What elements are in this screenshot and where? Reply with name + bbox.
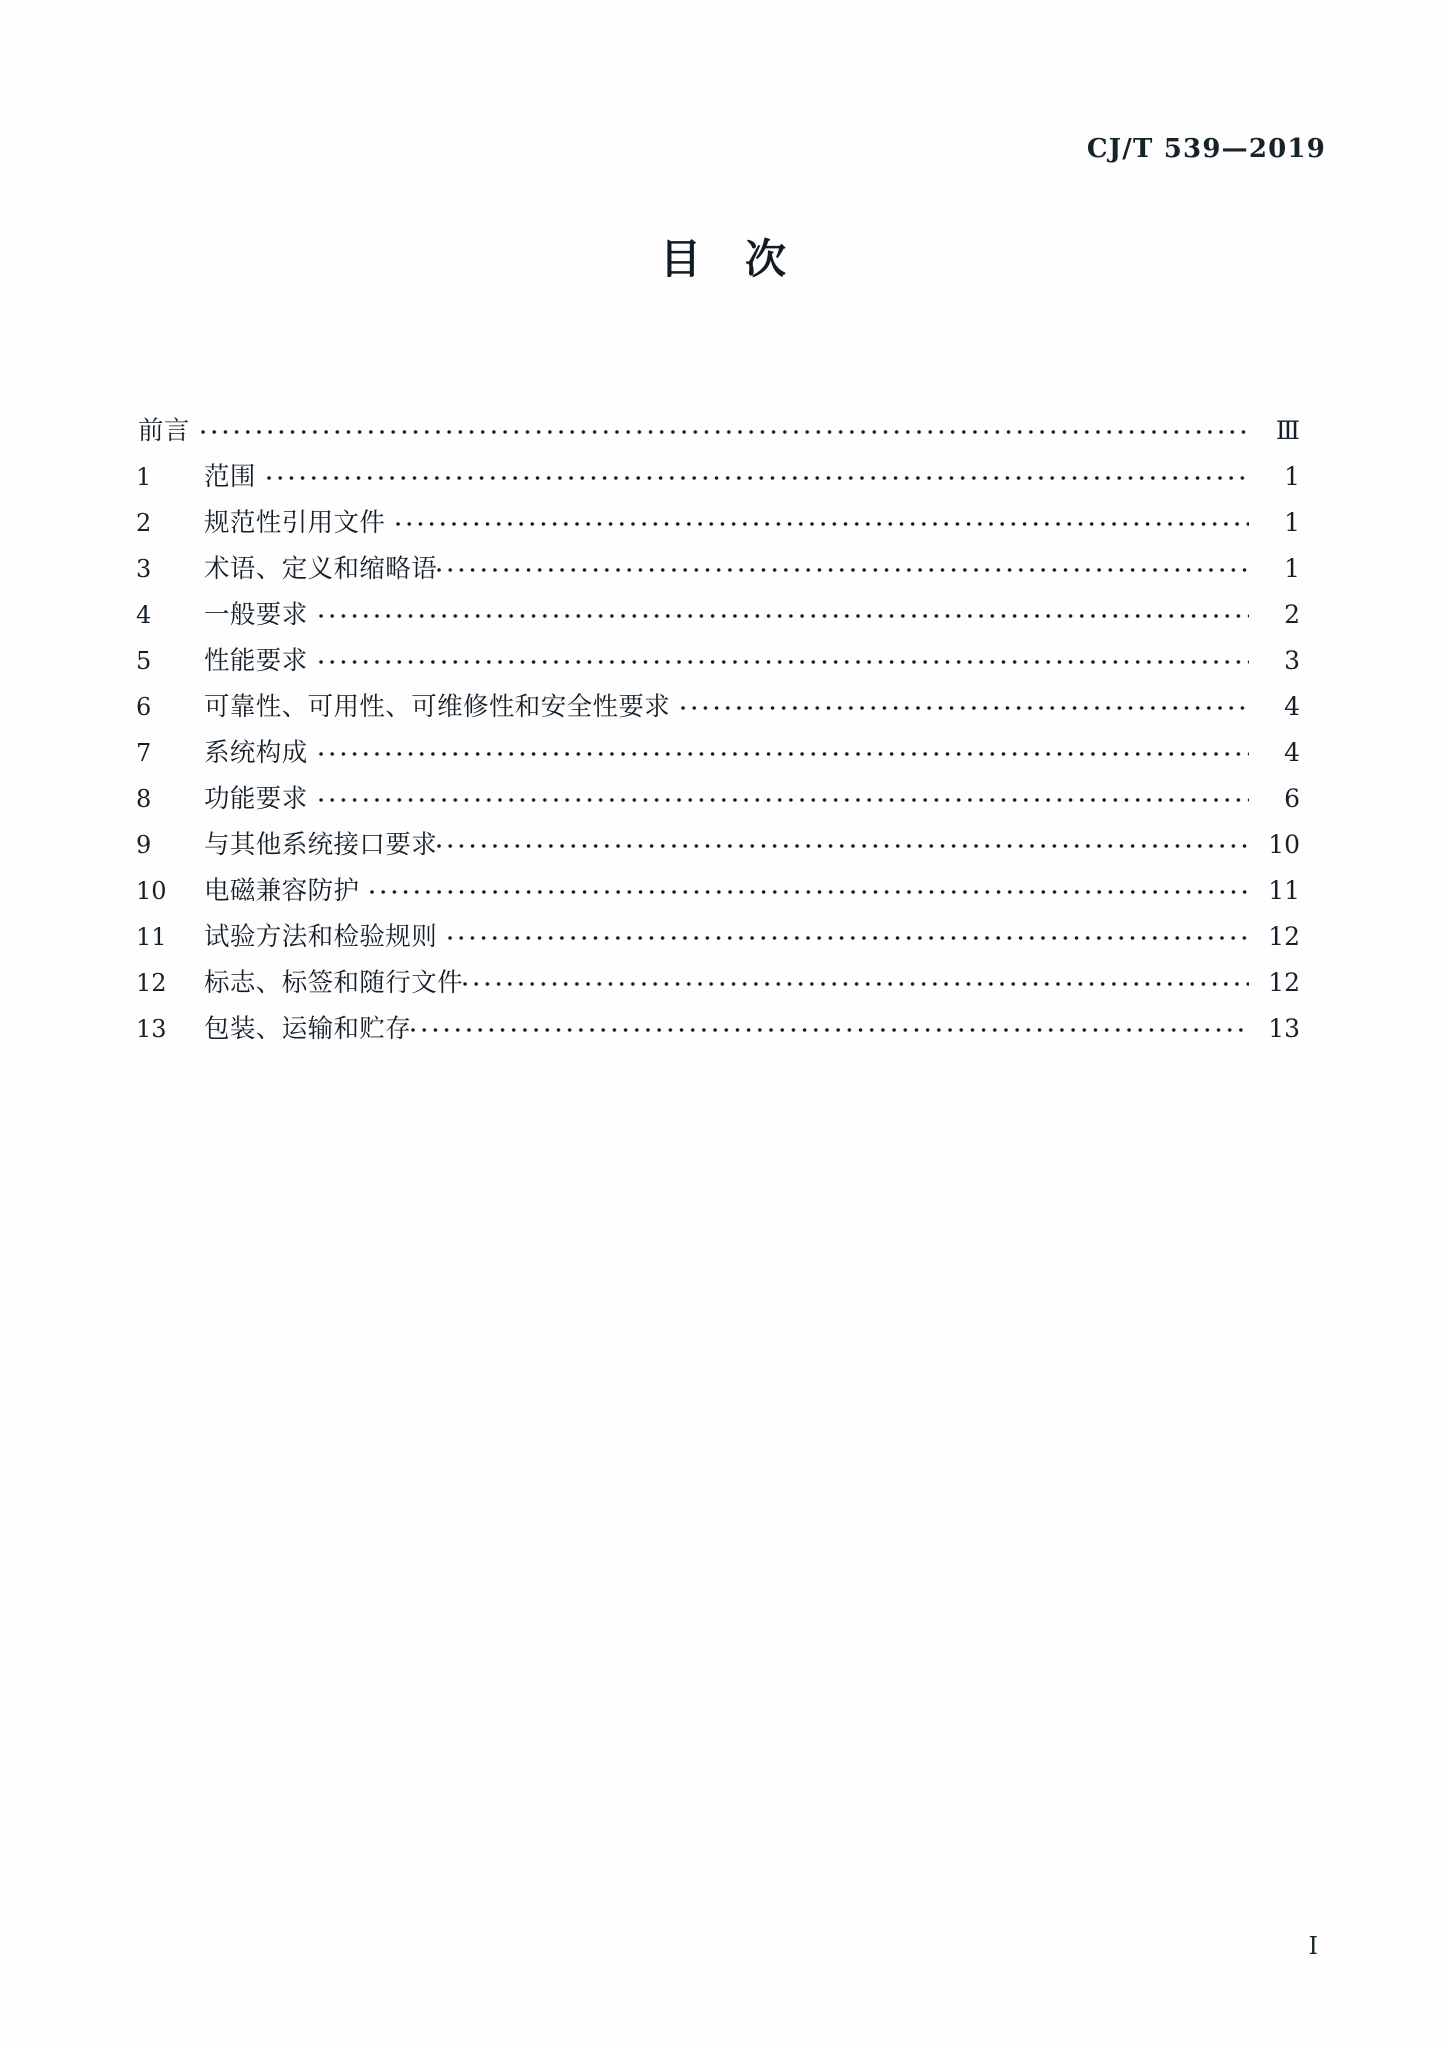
toc-entry-page-number: 1 [1284, 554, 1300, 583]
toc-entry[interactable] [136, 914, 1300, 960]
toc-entry-label: 性能要求 [204, 646, 308, 676]
toc-entry[interactable] [136, 684, 1300, 730]
toc-entry-label: 功能要求 [204, 784, 308, 814]
toc-dot-leader [437, 832, 1249, 858]
toc-entry-page-number: 12 [1268, 968, 1300, 997]
toc-dot-leader [319, 648, 1249, 674]
toc-entry[interactable] [136, 868, 1300, 914]
toc-entry-page-number: 10 [1268, 830, 1300, 859]
toc-entry-label: 可靠性、可用性、可维修性和安全性要求 [204, 692, 671, 722]
toc-entry-label: 前言 [138, 416, 190, 446]
toc-entry[interactable] [136, 776, 1300, 822]
toc-entry[interactable] [136, 638, 1300, 684]
toc-dot-leader [201, 418, 1249, 444]
toc-entry-number: 5 [136, 647, 152, 675]
toc-entry-page-number: 1 [1284, 508, 1300, 537]
toc-entry-number: 7 [136, 739, 152, 767]
toc-entry-page-number: 3 [1284, 646, 1300, 675]
toc-entry[interactable] [136, 500, 1300, 546]
toc-entry-number: 8 [136, 785, 152, 813]
toc-entry-number: 1 [136, 463, 152, 491]
toc-entry-label: 标志、标签和随行文件 [204, 968, 464, 998]
toc-entry-page-number: 1 [1284, 462, 1300, 491]
toc-dot-leader [319, 602, 1249, 628]
toc-dot-leader [448, 924, 1249, 950]
toc-entry-label: 规范性引用文件 [204, 508, 386, 538]
toc-entry[interactable] [136, 822, 1300, 868]
toc-entry-label: 包装、运输和贮存 [204, 1014, 412, 1044]
toc-entry[interactable] [136, 408, 1300, 454]
toc-entry-label: 术语、定义和缩略语 [204, 554, 438, 584]
toc-dot-leader [396, 510, 1249, 536]
toc-entry-page-number: Ⅲ [1275, 416, 1300, 445]
toc-entry-number: 2 [136, 509, 152, 537]
toc-entry[interactable] [136, 730, 1300, 776]
toc-entry-page-number: 4 [1284, 738, 1300, 767]
toc-entry[interactable] [136, 546, 1300, 592]
toc-entry-number: 11 [136, 923, 167, 951]
toc-entry-label: 试验方法和检验规则 [204, 922, 438, 952]
toc-entry-label: 系统构成 [204, 738, 308, 768]
toc-dot-leader [437, 556, 1249, 582]
toc-entry-label: 一般要求 [204, 600, 308, 630]
toc-entry-label: 与其他系统接口要求 [204, 830, 438, 860]
toc-entry-number: 4 [136, 601, 152, 629]
table-of-contents [136, 408, 1300, 1052]
toc-entry-page-number: 6 [1284, 784, 1300, 813]
toc-entry-label: 范围 [204, 462, 256, 492]
toc-dot-leader [319, 740, 1249, 766]
toc-entry[interactable] [136, 1006, 1300, 1052]
toc-dot-leader [267, 464, 1249, 490]
toc-entry[interactable] [136, 454, 1300, 500]
toc-entry-number: 12 [136, 969, 167, 997]
toc-entry-page-number: 2 [1284, 600, 1300, 629]
toc-entry-label: 电磁兼容防护 [204, 876, 360, 906]
toc-entry-number: 13 [136, 1015, 167, 1043]
toc-entry-number: 10 [136, 877, 167, 905]
toc-dot-leader [463, 970, 1249, 996]
toc-entry[interactable] [136, 592, 1300, 638]
page-title: 目次 [660, 235, 830, 283]
toc-dot-leader [319, 786, 1249, 812]
toc-entry[interactable] [136, 960, 1300, 1006]
toc-dot-leader [370, 878, 1249, 904]
toc-entry-number: 9 [136, 831, 152, 859]
toc-dot-leader [681, 694, 1249, 720]
toc-entry-page-number: 13 [1268, 1014, 1300, 1043]
toc-entry-page-number: 12 [1268, 922, 1300, 951]
footer-page-number: I [1308, 1932, 1318, 1960]
toc-entry-page-number: 11 [1268, 876, 1300, 905]
toc-entry-page-number: 4 [1284, 692, 1300, 721]
toc-entry-number: 3 [136, 555, 152, 583]
toc-entry-number: 6 [136, 693, 152, 721]
toc-dot-leader [411, 1016, 1249, 1042]
standard-code-header: CJ/T 539—2019 [1086, 134, 1326, 164]
